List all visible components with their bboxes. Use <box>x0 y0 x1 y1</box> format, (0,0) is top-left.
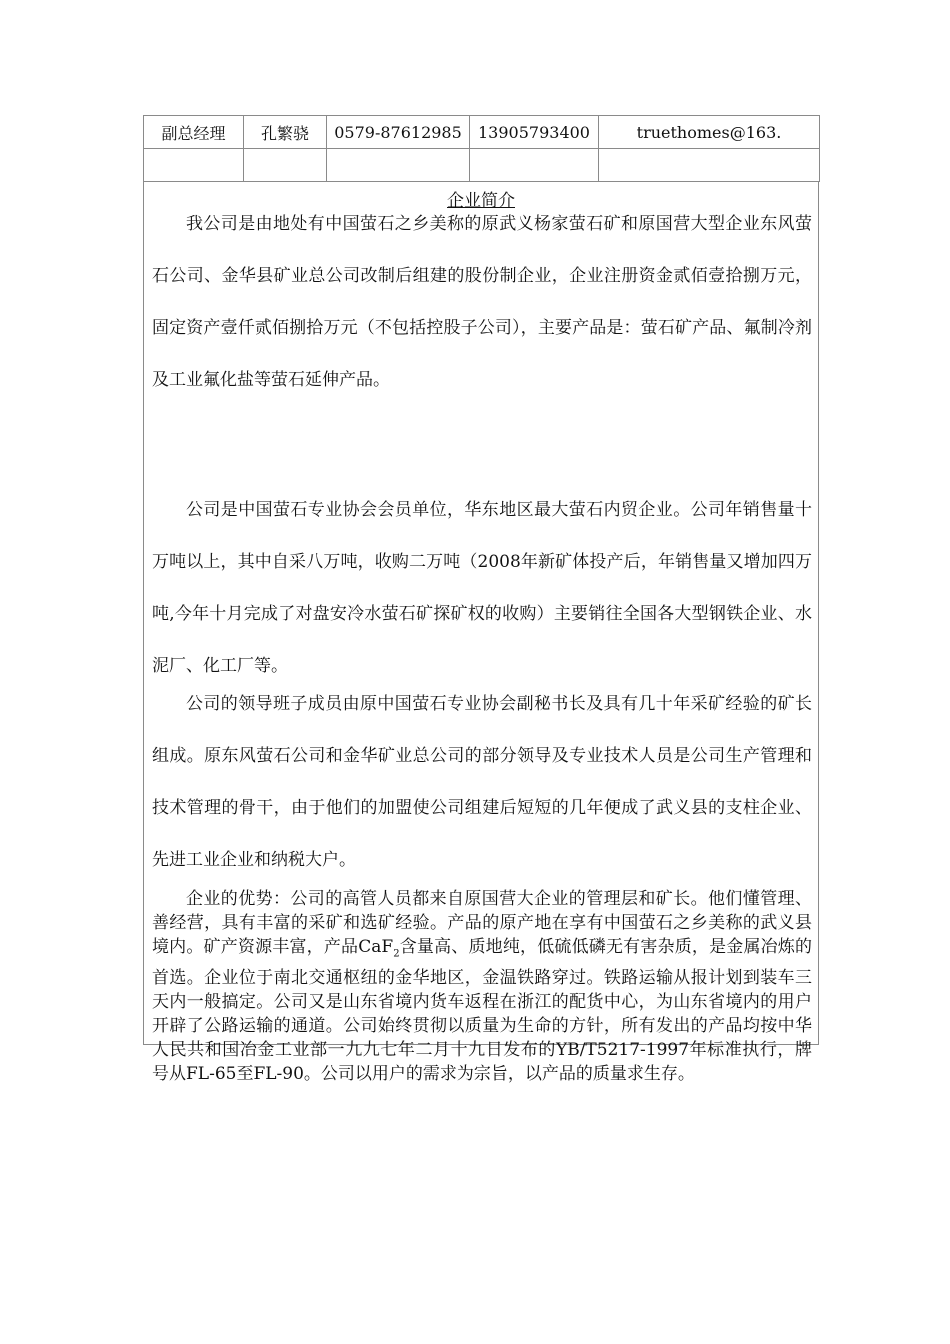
email-cell: truethomes@163. <box>599 116 820 149</box>
intro-paragraph-1: 我公司是由地处有中国萤石之乡美称的原武义杨家萤石矿和原国营大型企业东风萤石公司、金华县矿业总公司改制后组建的股份制企业，企业注册资金贰佰壹拾捌万元，固定资产壹仟贰佰捌拾万元（不包括控股子公司），主要产品是：萤石矿产品、氟制冷剂及工业氟化盐等萤石延伸产品。 <box>152 214 812 390</box>
name-cell: 孔繁骁 <box>244 116 327 149</box>
empty-cell <box>599 149 820 182</box>
empty-cell <box>470 149 599 182</box>
intro-paragraph-2: 公司是中国萤石专业协会会员单位，华东地区最大萤石内贸企业。公司年销售量十万吨以上，其中自采八万吨，收购二万吨（2008年新矿体投产后，年销售量又增加四万吨,今年十月完成了对盘安冷水萤石矿探矿权的收购）主要销往全国各大型钢铁企业、水泥厂、化工厂等。 <box>152 500 812 676</box>
mobile-cell: 13905793400 <box>470 116 599 149</box>
empty-cell <box>144 149 244 182</box>
company-intro-section <box>143 182 819 1085</box>
paragraph-text: 企业的优势：公司的高管人员都来自原国营大企业的管理层和矿长。他们懂管理、善经营，具有丰富的采矿和选矿经验。产品的原产地在享有中国萤石之乡美称的武义县境内。矿产资源丰富，产品 <box>152 889 812 957</box>
intro-paragraph-3: 公司的领导班子成员由原中国萤石专业协会副秘书长及具有几十年采矿经验的矿长组成。原东风萤石公司和金华矿业总公司的部分领导及专业技术人员是公司生产管理和技术管理的骨干，由于他们的加盟使公司组建后短短的几年便成了武义县的支柱企业、先进工业企业和纳税大户。 <box>152 694 812 870</box>
chemical-formula <box>358 937 400 960</box>
empty-cell <box>327 149 470 182</box>
table-row <box>144 116 820 149</box>
formula-base: CaF <box>358 937 394 957</box>
section-heading: 企业简介 <box>447 191 515 211</box>
contact-table <box>143 115 820 182</box>
intro-paragraph-4 <box>152 887 812 1086</box>
table-row <box>144 149 820 182</box>
phone-cell: 0579-87612985 <box>327 116 470 149</box>
formula-subscript: 2 <box>393 948 400 960</box>
paragraph-text: 含量高、质地纯，低硫低磷无有害杂质，是金属冶炼的首选。企业位于南北交通枢纽的金华地区，金温铁路穿过。铁路运输从报计划到装车三天内一般搞定。公司又是山东省境内货车返程在浙江的配货中心，为山东省境内的用户开辟了公路运输的通道。公司始终贯彻以质量为生命的方针，所有发出的产品均按中华人民共和国冶金工业部一九九七年二月十九日发布的YB/T5217-1997年标准执行，牌号从FL-65至FL-90。公司以用户的需求为宗旨，以产品的质量求生存。 <box>152 937 813 1085</box>
position-cell: 副总经理 <box>144 116 244 149</box>
empty-cell <box>244 149 327 182</box>
document-body <box>143 115 819 1085</box>
